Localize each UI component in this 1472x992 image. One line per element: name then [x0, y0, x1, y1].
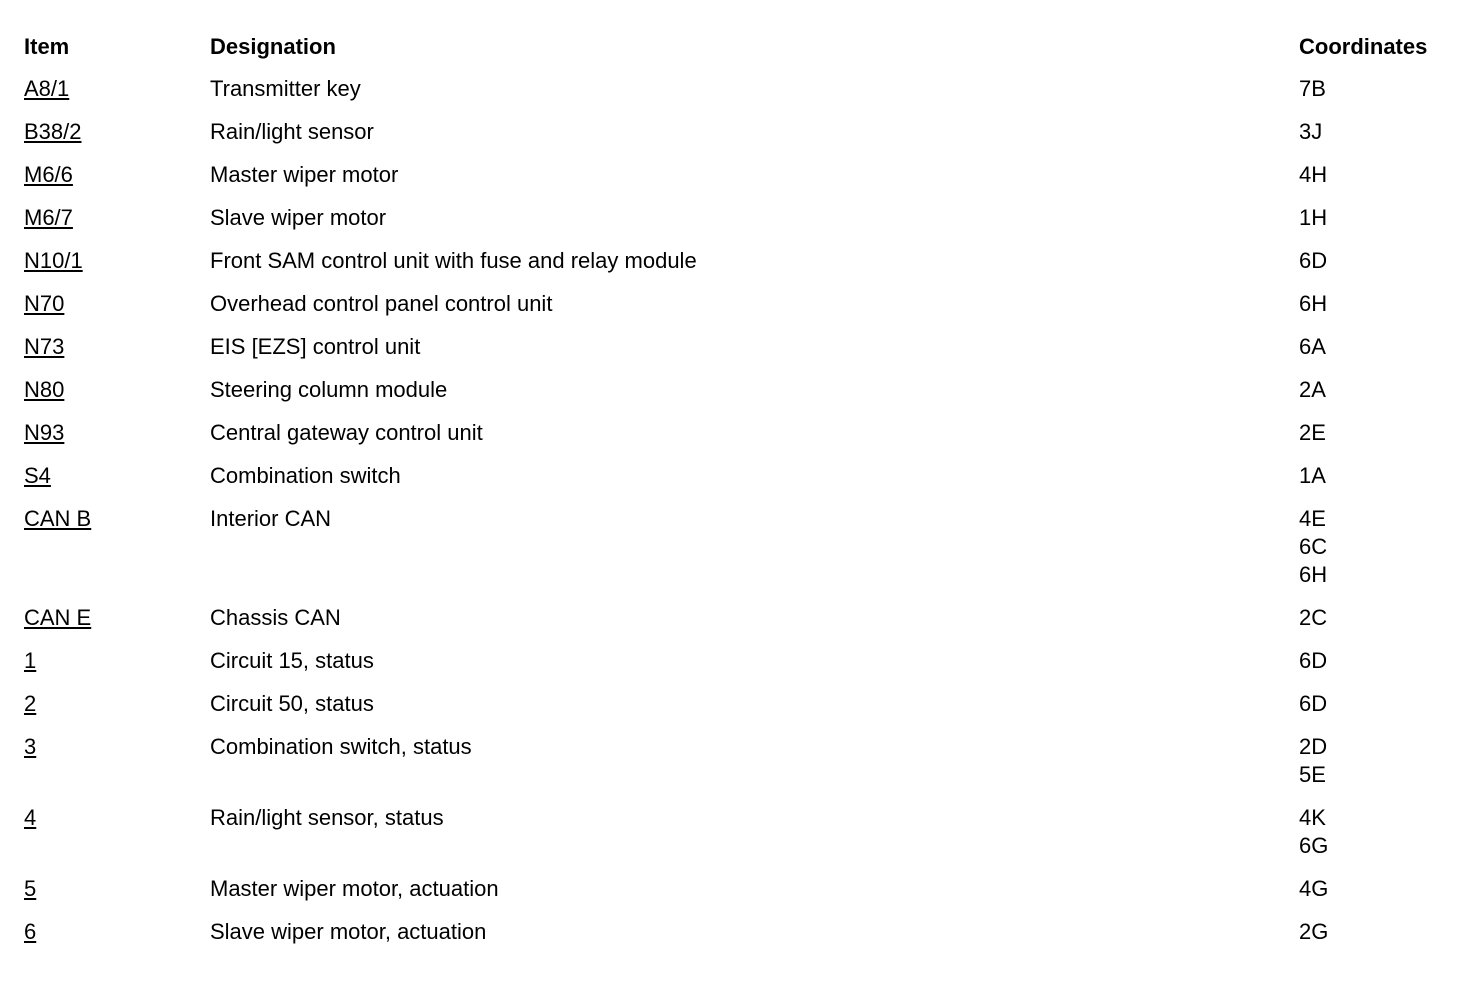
coordinate-value: 2C: [1299, 605, 1328, 630]
legend-row: [24, 647, 1464, 675]
coordinates-cell: [1299, 333, 1449, 361]
item-link[interactable]: CAN B: [24, 506, 92, 531]
coordinate-value: 3J: [1299, 119, 1323, 144]
designation-cell: Rain/light sensor, status: [210, 805, 444, 830]
coordinates-cell: [1299, 875, 1449, 903]
item-link[interactable]: M6/7: [24, 205, 73, 230]
item-link[interactable]: B38/2: [24, 119, 82, 144]
coordinates-cell: [1299, 290, 1449, 318]
designation-cell: Slave wiper motor, actuation: [210, 919, 487, 944]
item-cell: [24, 333, 210, 361]
coordinate-value: 7B: [1299, 76, 1326, 101]
designation-cell: Circuit 50, status: [210, 691, 374, 716]
item-cell: [24, 918, 210, 946]
coordinate-value: 6D: [1299, 691, 1328, 716]
legend-row: [24, 290, 1464, 318]
designation-cell: Transmitter key: [210, 76, 361, 101]
item-link[interactable]: 4: [24, 805, 37, 830]
coordinate-value: 2D: [1299, 734, 1328, 759]
coordinates-cell: [1299, 604, 1449, 632]
item-cell: [24, 462, 210, 490]
designation-cell: Combination switch, status: [210, 734, 472, 759]
item-link[interactable]: CAN E: [24, 605, 92, 630]
legend-row: [24, 161, 1464, 189]
coordinates-column-header: Coordinates: [1299, 34, 1428, 59]
item-column-header: Item: [24, 34, 70, 59]
designation-cell: Front SAM control unit with fuse and relay module: [210, 248, 697, 273]
coordinate-value: 1A: [1299, 463, 1326, 488]
coordinate-value: 6H: [1299, 291, 1328, 316]
item-cell: [24, 505, 210, 533]
coordinate-value: 2A: [1299, 377, 1326, 402]
designation-cell: Master wiper motor: [210, 162, 399, 187]
coordinate-value: 6C: [1299, 534, 1328, 559]
coordinates-cell: [1299, 918, 1449, 946]
coordinate-value: 4G: [1299, 876, 1329, 901]
item-cell: [24, 376, 210, 404]
item-cell: [24, 419, 210, 447]
coordinate-value: 5E: [1299, 762, 1326, 787]
coordinate-value: 4E: [1299, 506, 1326, 531]
item-link[interactable]: N10/1: [24, 248, 83, 273]
designation-cell: Combination switch: [210, 463, 401, 488]
coordinates-cell: [1299, 733, 1449, 789]
legend-row: [24, 733, 1464, 789]
legend-row: [24, 918, 1464, 946]
item-cell: [24, 290, 210, 318]
designation-cell: Chassis CAN: [210, 605, 341, 630]
item-link[interactable]: S4: [24, 463, 51, 488]
legend-row: [24, 419, 1464, 447]
designation-cell: Master wiper motor, actuation: [210, 876, 499, 901]
coordinates-cell: [1299, 161, 1449, 189]
item-cell: [24, 247, 210, 275]
item-cell: [24, 733, 210, 761]
item-link[interactable]: 1: [24, 648, 37, 673]
coordinates-cell: [1299, 647, 1449, 675]
legend-row: [24, 875, 1464, 903]
legend-header-row: [24, 33, 1464, 61]
coordinates-cell: [1299, 462, 1449, 490]
designation-cell: Rain/light sensor: [210, 119, 374, 144]
designation-column-header: Designation: [210, 34, 336, 59]
legend-row: [24, 604, 1464, 632]
legend-row: [24, 376, 1464, 404]
legend-row: [24, 247, 1464, 275]
designation-cell: Slave wiper motor: [210, 205, 387, 230]
item-link[interactable]: A8/1: [24, 76, 70, 101]
legend-row: [24, 462, 1464, 490]
component-legend-table: [24, 33, 1464, 961]
legend-body: [24, 75, 1464, 946]
coordinate-value: 1H: [1299, 205, 1328, 230]
legend-row: [24, 118, 1464, 146]
item-cell: [24, 75, 210, 103]
designation-cell: Overhead control panel control unit: [210, 291, 553, 316]
legend-row: [24, 804, 1464, 860]
item-cell: [24, 161, 210, 189]
coordinates-cell: [1299, 75, 1449, 103]
item-cell: [24, 804, 210, 832]
item-link[interactable]: 3: [24, 734, 37, 759]
coordinate-value: 2E: [1299, 420, 1326, 445]
item-cell: [24, 647, 210, 675]
designation-cell: Steering column module: [210, 377, 448, 402]
designation-cell: Interior CAN: [210, 506, 332, 531]
coordinate-value: 4K: [1299, 805, 1326, 830]
item-link[interactable]: M6/6: [24, 162, 73, 187]
item-link[interactable]: 6: [24, 919, 37, 944]
item-link[interactable]: 2: [24, 691, 37, 716]
coordinate-value: 6G: [1299, 833, 1329, 858]
designation-cell: EIS [EZS] control unit: [210, 334, 421, 359]
coordinate-value: 2G: [1299, 919, 1329, 944]
coordinates-cell: [1299, 118, 1449, 146]
item-cell: [24, 604, 210, 632]
item-cell: [24, 118, 210, 146]
legend-row: [24, 690, 1464, 718]
legend-row: [24, 333, 1464, 361]
item-link[interactable]: N93: [24, 420, 65, 445]
coordinate-value: 6A: [1299, 334, 1326, 359]
coordinate-value: 4H: [1299, 162, 1328, 187]
item-link[interactable]: N73: [24, 334, 65, 359]
item-link[interactable]: N70: [24, 291, 65, 316]
coordinates-cell: [1299, 247, 1449, 275]
item-link[interactable]: N80: [24, 377, 65, 402]
coordinates-cell: [1299, 804, 1449, 860]
coordinate-value: 6D: [1299, 248, 1328, 273]
coordinate-value: 6H: [1299, 562, 1328, 587]
designation-cell: Circuit 15, status: [210, 648, 374, 673]
coordinates-cell: [1299, 419, 1449, 447]
item-cell: [24, 875, 210, 903]
coordinates-cell: [1299, 505, 1449, 589]
item-cell: [24, 204, 210, 232]
coordinates-cell: [1299, 690, 1449, 718]
coordinate-value: 6D: [1299, 648, 1328, 673]
designation-cell: Central gateway control unit: [210, 420, 483, 445]
item-link[interactable]: 5: [24, 876, 37, 901]
coordinates-cell: [1299, 204, 1449, 232]
item-cell: [24, 690, 210, 718]
legend-row: [24, 204, 1464, 232]
legend-row: [24, 505, 1464, 589]
legend-row: [24, 75, 1464, 103]
coordinates-cell: [1299, 376, 1449, 404]
